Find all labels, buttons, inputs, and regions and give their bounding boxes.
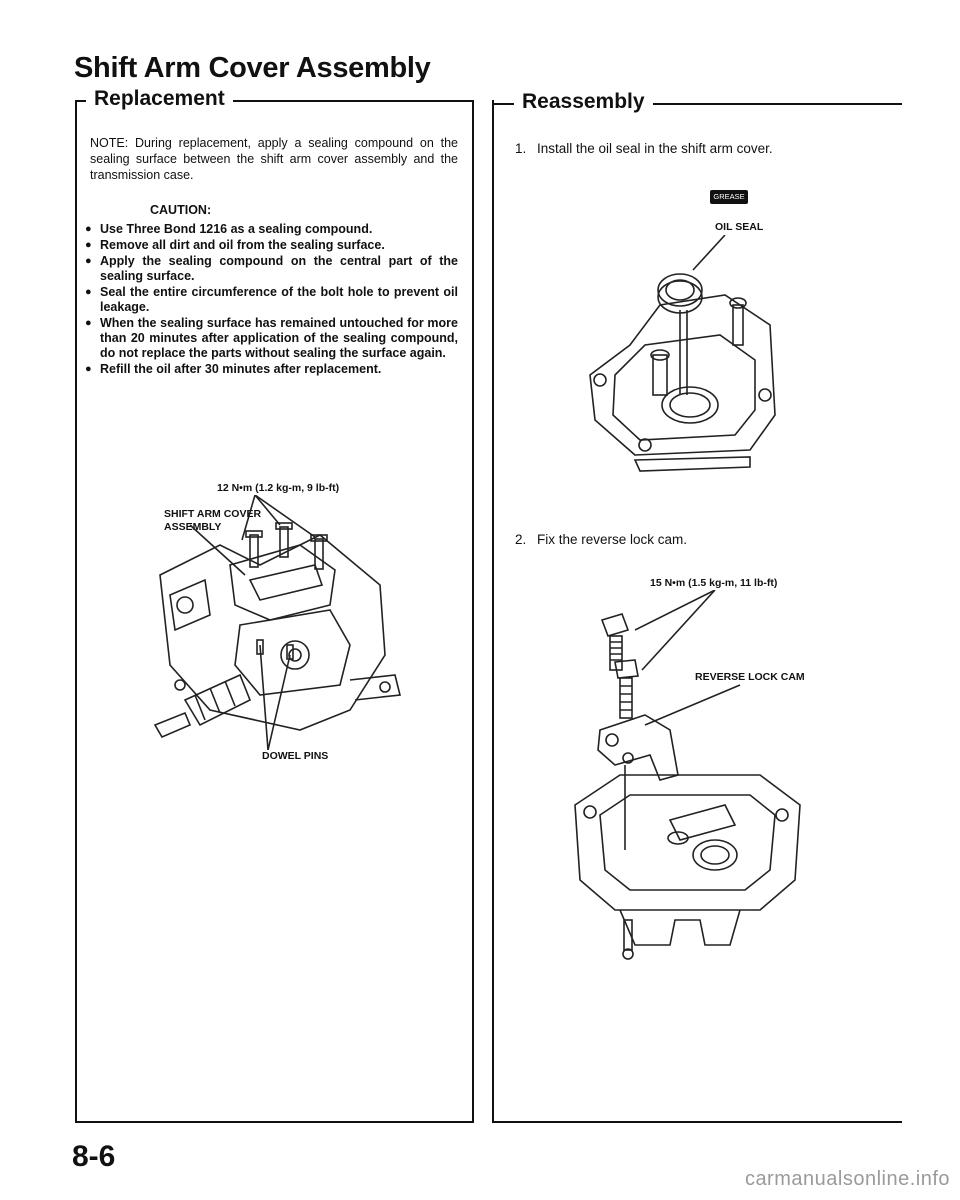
grease-label: GREASE — [713, 192, 745, 201]
oil-seal-label: OIL SEAL — [715, 221, 764, 233]
step-text: Install the oil seal in the shift arm cover. — [537, 141, 773, 156]
assembly-label-line1: SHIFT ARM COVER — [164, 508, 262, 520]
reassembly-step-2 — [515, 532, 687, 547]
replacement-heading: Replacement — [86, 87, 233, 111]
caution-item: ● Refill the oil after 30 minutes after replacement. — [83, 362, 458, 377]
page-number: 8-6 — [72, 1140, 116, 1173]
replacement-frame-bottom — [75, 1121, 474, 1123]
replacement-note: NOTE: During replacement, apply a sealing compound on the sealing surface between the shift arm cover assembly and the transmission case. — [90, 136, 458, 182]
oil-seal-illustration — [575, 235, 790, 475]
caution-list — [83, 222, 458, 378]
caution-title: CAUTION: — [150, 203, 212, 217]
caution-item: ● Remove all dirt and oil from the sealing surface. — [83, 238, 458, 253]
dowel-pins-label: DOWEL PINS — [262, 750, 329, 762]
caution-item: ● Use Three Bond 1216 as a sealing compound. — [83, 222, 458, 237]
grease-badge — [710, 190, 748, 204]
page-title: Shift Arm Cover Assembly — [74, 52, 431, 84]
assembly-label-line2: ASSEMBLY — [164, 521, 222, 533]
replacement-frame-left — [75, 100, 77, 1122]
reassembly-step-1 — [515, 141, 773, 156]
watermark: carmanualsonline.info — [744, 1168, 950, 1190]
reassembly-frame-bottom — [492, 1121, 902, 1123]
transmission-illustration — [150, 495, 410, 750]
caution-item: ● Seal the entire circumference of the bolt hole to prevent oil leakage. — [83, 285, 458, 315]
reassembly-heading: Reassembly — [514, 90, 653, 114]
reverse-lock-cam-illustration — [560, 590, 810, 960]
step-text: Fix the reverse lock cam. — [537, 532, 688, 547]
step-number: 1. — [515, 141, 527, 156]
caution-item: ● When the sealing surface has remained untouched for more than 20 minutes after application of the sealing compound, do not replace the parts without sealing the surface again. — [83, 316, 458, 361]
reverse-lock-cam-label: REVERSE LOCK CAM — [695, 671, 805, 683]
step-number: 2. — [515, 532, 527, 547]
torque-label-15nm: 15 N•m (1.5 kg-m, 11 lb-ft) — [650, 577, 778, 589]
replacement-frame-right — [472, 100, 474, 1122]
torque-label-12nm: 12 N•m (1.2 kg-m, 9 lb-ft) — [217, 482, 340, 494]
reassembly-frame-left — [492, 100, 494, 1122]
caution-item: ● Apply the sealing compound on the central part of the sealing surface. — [83, 254, 458, 284]
